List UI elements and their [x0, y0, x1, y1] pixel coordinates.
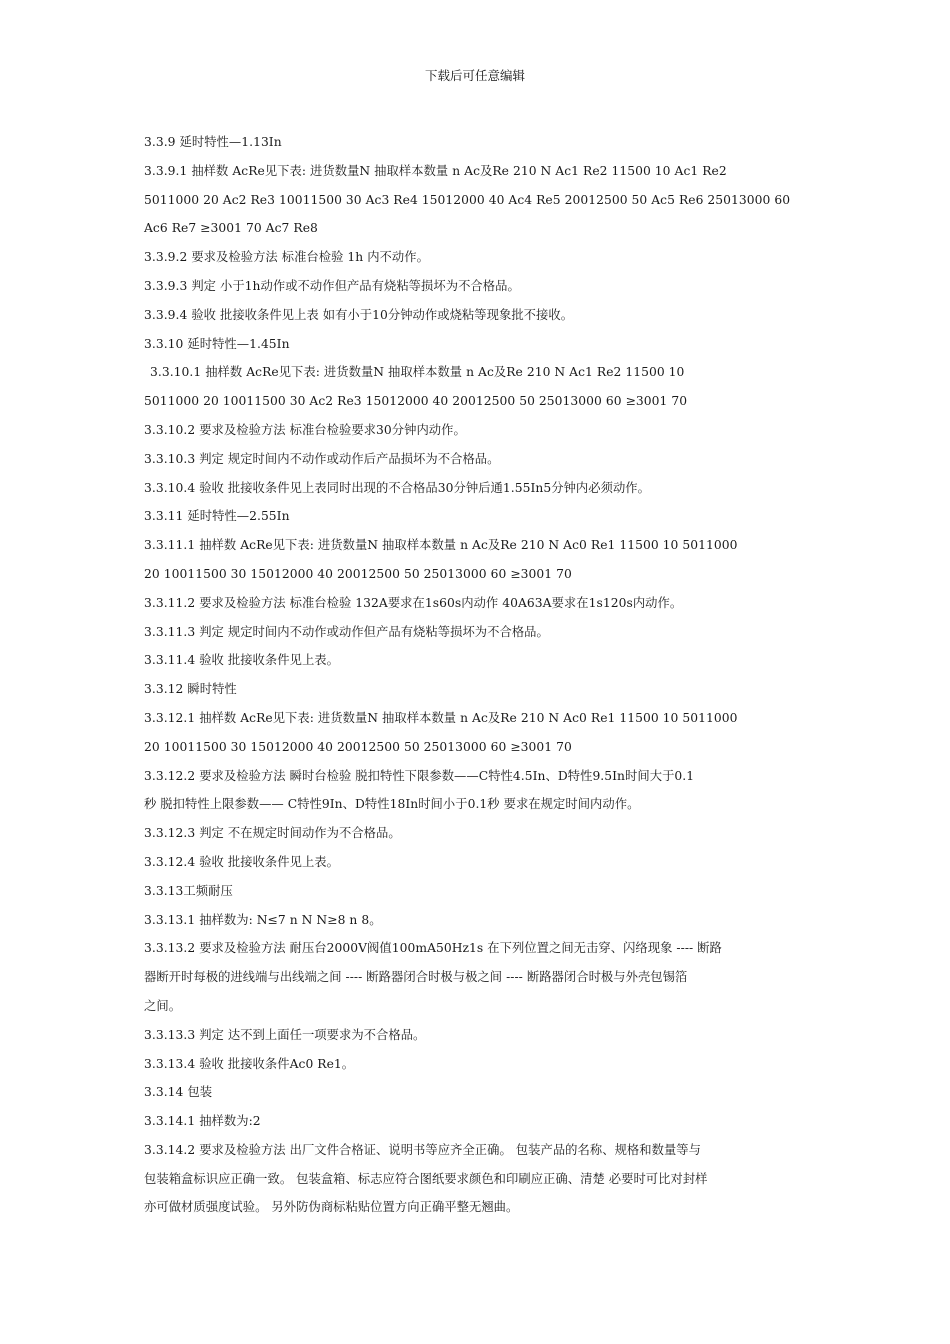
paragraph-line: 3.3.9.4 验收 批接收条件见上表 如有小于10分钟动作或烧粘等现象批不接收。 [144, 307, 574, 322]
paragraph-line: 3.3.9.3 判定 小于1h动作或不动作但产品有烧粘等损坏为不合格品。 [144, 278, 520, 293]
document-body [144, 128, 808, 1222]
paragraph-line: 3.3.11.1 抽样数 AcRe见下表: 进货数量N 抽取样本数量 n Ac及Re 210 N Ac0 Re1 11500 10 5011000 [144, 538, 738, 553]
section-heading-3-3-13: 3.3.13工频耐压 [144, 883, 233, 898]
paragraph-line: 3.3.10.4 验收 批接收条件见上表同时出现的不合格品30分钟后通1.55In5分钟内必须动作。 [144, 480, 650, 495]
page-header-note: 下载后可任意编辑 [424, 68, 525, 83]
paragraph-line: 3.3.9.1 抽样数 AcRe见下表: 进货数量N 抽取样本数量 n Ac及Re 210 N Ac1 Re2 11500 10 Ac1 Re2 [144, 163, 727, 178]
section-heading-3-3-11: 3.3.11 延时特性—2.55In [144, 509, 290, 524]
paragraph-line: 5011000 20 Ac2 Re3 10011500 30 Ac3 Re4 15012000 40 Ac4 Re5 20012500 50 Ac5 Re6 25013000 60 [144, 192, 791, 207]
paragraph-line: 亦可做材质强度试验。 另外防伪商标粘贴位置方向正确平整无翘曲。 [144, 1200, 519, 1215]
paragraph-line: 3.3.10.2 要求及检验方法 标准台检验要求30分钟内动作。 [144, 422, 466, 437]
paragraph-line: 3.3.11.3 判定 规定时间内不动作或动作但产品有烧粘等损坏为不合格品。 [144, 624, 549, 639]
paragraph-line: 器断开时每极的进线端与出线端之间 ---- 断路器闭合时极与极之间 ---- 断路器闭合时极与外壳包锡箔 [144, 970, 688, 985]
paragraph-line: Ac6 Re7 ≥3001 70 Ac7 Re8 [144, 221, 318, 236]
paragraph-line: 3.3.12.2 要求及检验方法 瞬时台检验 脱扣特性下限参数——C特性4.5In、D特性9.5In时间大于0.1 [144, 768, 695, 783]
section-heading-3-3-9: 3.3.9 延时特性—1.13In [144, 135, 282, 149]
paragraph-line: 5011000 20 10011500 30 Ac2 Re3 15012000 40 20012500 50 25013000 60 ≥3001 70 [144, 394, 688, 409]
section-heading-3-3-12: 3.3.12 瞬时特性 [144, 682, 237, 697]
paragraph-line: 3.3.13.4 验收 批接收条件Ac0 Re1。 [144, 1056, 355, 1071]
paragraph-line: 3.3.11.4 验收 批接收条件见上表。 [144, 653, 339, 668]
paragraph-line: 3.3.11.2 要求及检验方法 标准台检验 132A要求在1s60s内动作 40A63A要求在1s120s内动作。 [144, 595, 683, 610]
paragraph-line: 20 10011500 30 15012000 40 20012500 50 25013000 60 ≥3001 70 [144, 566, 572, 581]
paragraph-line: 之间。 [144, 998, 182, 1013]
paragraph-line: 3.3.13.3 判定 达不到上面任一项要求为不合格品。 [144, 1027, 426, 1042]
paragraph-line: 秒 脱扣特性上限参数—— C特性9In、D特性18In时间小于0.1秒 要求在规定时间内动作。 [144, 797, 640, 812]
paragraph-line: 3.3.9.2 要求及检验方法 标准台检验 1h 内不动作。 [144, 250, 429, 265]
paragraph-line: 3.3.12.1 抽样数 AcRe见下表: 进货数量N 抽取样本数量 n Ac及Re 210 N Ac0 Re1 11500 10 5011000 [144, 710, 738, 725]
paragraph-line: 3.3.14.1 抽样数为:2 [144, 1114, 261, 1129]
paragraph-line: 3.3.14.2 要求及检验方法 出厂文件合格证、说明书等应齐全正确。 包装产品的名称、规格和数量等与 [144, 1142, 701, 1157]
paragraph-line: 3.3.10.1 抽样数 AcRe见下表: 进货数量N 抽取样本数量 n Ac及Re 210 N Ac1 Re2 11500 10 [150, 365, 685, 380]
paragraph-line: 包装箱盒标识应正确一致。 包装盒箱、标志应符合图纸要求颜色和印刷应正确、清楚 必要时可比对封样 [144, 1171, 708, 1186]
paragraph-line: 3.3.12.4 验收 批接收条件见上表。 [144, 854, 339, 869]
paragraph-line: 20 10011500 30 15012000 40 20012500 50 25013000 60 ≥3001 70 [144, 739, 572, 754]
paragraph-line: 3.3.10.3 判定 规定时间内不动作或动作后产品损坏为不合格品。 [144, 451, 500, 466]
paragraph-line: 3.3.12.3 判定 不在规定时间动作为不合格品。 [144, 826, 401, 841]
paragraph-line: 3.3.13.1 抽样数为: N≤7 n N N≥8 n 8。 [144, 912, 382, 927]
paragraph-line: 3.3.13.2 要求及检验方法 耐压台2000V阀值100mA50Hz1s 在下列位置之间无击穿、闪络现象 ---- 断路 [144, 941, 722, 956]
section-heading-3-3-10: 3.3.10 延时特性—1.45In [144, 336, 290, 351]
section-heading-3-3-14: 3.3.14 包装 [144, 1085, 213, 1100]
